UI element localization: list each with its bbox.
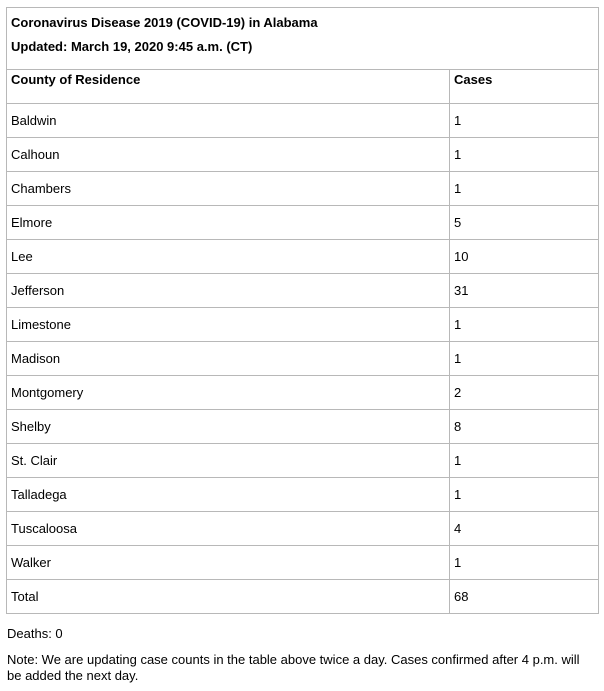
county-cell: Montgomery xyxy=(7,376,450,410)
county-cell: Tuscaloosa xyxy=(7,512,450,546)
table-row xyxy=(7,546,599,580)
table-title-row xyxy=(7,8,599,70)
county-cell: Madison xyxy=(7,342,450,376)
update-note: Note: We are updating case counts in the table above twice a day. Cases confirmed after 4 p.m. will be added the next day. xyxy=(7,652,580,683)
cases-cell: 1 xyxy=(450,172,599,206)
county-cell: Jefferson xyxy=(7,274,450,308)
table-row xyxy=(7,240,599,274)
cases-cell: 1 xyxy=(450,478,599,512)
table-title: Coronavirus Disease 2019 (COVID-19) in Alabama xyxy=(11,15,318,30)
table-row xyxy=(7,274,599,308)
column-header-row xyxy=(7,70,599,104)
county-cell: Chambers xyxy=(7,172,450,206)
cases-cell: 1 xyxy=(450,138,599,172)
county-cell: Calhoun xyxy=(7,138,450,172)
updated-timestamp: Updated: March 19, 2020 9:45 a.m. (CT) xyxy=(11,39,253,54)
cases-cell: 1 xyxy=(450,308,599,342)
covid-cases-table xyxy=(6,7,599,614)
county-cell: Walker xyxy=(7,546,450,580)
table-row xyxy=(7,444,599,478)
table-row xyxy=(7,342,599,376)
county-cell: Baldwin xyxy=(7,104,450,138)
table-row xyxy=(7,172,599,206)
county-cell: Limestone xyxy=(7,308,450,342)
county-cell: Elmore xyxy=(7,206,450,240)
column-header-county: County of Residence xyxy=(7,70,450,104)
table-row xyxy=(7,308,599,342)
table-row xyxy=(7,376,599,410)
cases-cell: 2 xyxy=(450,376,599,410)
county-cell: Lee xyxy=(7,240,450,274)
table-row xyxy=(7,512,599,546)
table-row xyxy=(7,410,599,444)
table-row xyxy=(7,104,599,138)
covid-table-container xyxy=(6,7,598,614)
table-row xyxy=(7,138,599,172)
table-row xyxy=(7,478,599,512)
cases-cell: 10 xyxy=(450,240,599,274)
county-cell: St. Clair xyxy=(7,444,450,478)
county-cell: Talladega xyxy=(7,478,450,512)
cases-cell: 1 xyxy=(450,444,599,478)
cases-cell: 5 xyxy=(450,206,599,240)
cases-cell: 31 xyxy=(450,274,599,308)
cases-cell: 1 xyxy=(450,104,599,138)
table-row xyxy=(7,206,599,240)
cases-cell: 8 xyxy=(450,410,599,444)
county-cell: Total xyxy=(7,580,450,614)
cases-cell: 1 xyxy=(450,546,599,580)
deaths-count: Deaths: 0 xyxy=(7,626,63,641)
cases-cell: 4 xyxy=(450,512,599,546)
total-row xyxy=(7,580,599,614)
cases-cell: 68 xyxy=(450,580,599,614)
column-header-cases: Cases xyxy=(450,70,599,104)
county-cell: Shelby xyxy=(7,410,450,444)
cases-cell: 1 xyxy=(450,342,599,376)
table-title-cell xyxy=(7,8,599,70)
